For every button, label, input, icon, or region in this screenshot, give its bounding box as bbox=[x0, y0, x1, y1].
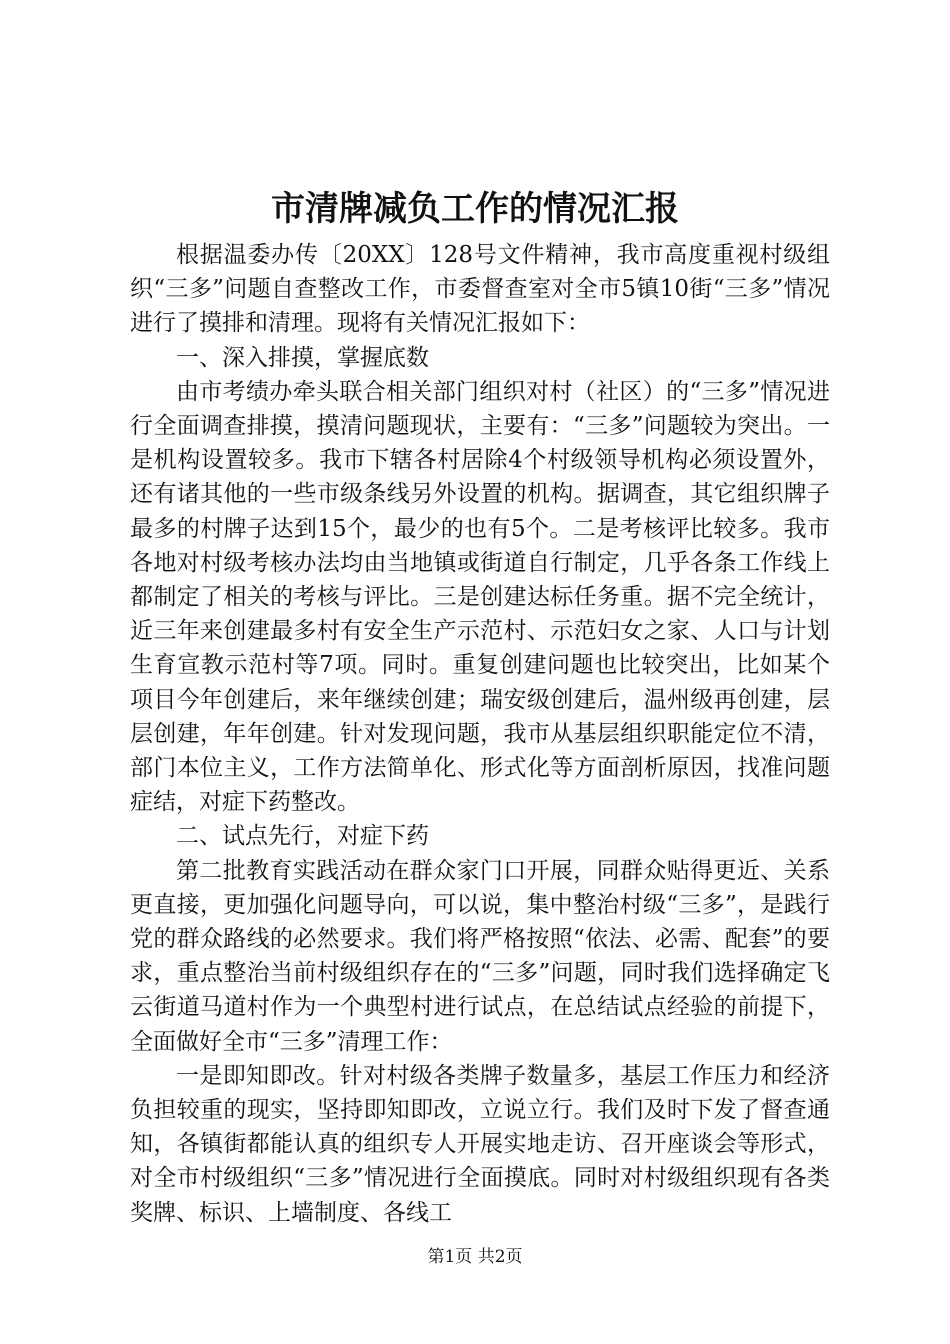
document-title: 市清牌减负工作的情况汇报 bbox=[271, 189, 679, 229]
section-heading-2: 二、试点先行，对症下药 bbox=[176, 823, 429, 850]
paragraph-section-2: 第二批教育实践活动在群众家门口开展，同群众贴得更近、关系更直接，更加强化问题导向，可以说，集中整治村级“三多”，是践行党的群众路线的必然要求。我们将严格按照“依法、必需、配套”的要求，重点整治当前村级组织存在的“三多”问题，同时我们选择确定飞云街道马道村作为一个典型村进行试点，在总结试点经验的前提下，全面做好全市“三多”清理工作： bbox=[130, 857, 830, 1055]
document-body bbox=[130, 238, 830, 1230]
paragraph-section-1: 由市考绩办牵头联合相关部门组织对村（社区）的“三多”情况进行全面调查排摸，摸清问题现状，主要有：“三多”问题较为突出。一是机构设置较多。我市下辖各村居除4个村级领导机构必须设置外，还有诸其他的一些市级条线另外设置的机构。据调查，其它组织牌子最多的村牌子达到15个，最少的也有5个。二是考核评比较多。我市各地对村级考核办法均由当地镇或街道自行制定，几乎各条工作线上都制定了相关的考核与评比。三是创建达标任务重。据不完全统计，近三年来创建最多村有安全生产示范村、示范妇女之家、人口与计划生育宣教示范村等7项。同时。重复创建问题也比较突出，比如某个项目今年创建后，来年继续创建；瑞安级创建后，温州级再创建，层层创建，年年创建。针对发现问题，我市从基层组织职能定位不清，部门本位主义，工作方法简单化、形式化等方面剖析原因，找准问题症结，对症下药整改。 bbox=[130, 378, 830, 816]
paragraph-item-1: 一是即知即改。针对村级各类牌子数量多，基层工作压力和经济负担较重的现实，坚持即知即改，立说立行。我们及时下发了督查通知，各镇街都能认真的组织专人开展实地走访、召开座谈会等形式，对全市村级组织“三多”情况进行全面摸底。同时对村级组织现有各类奖牌、标识、上墙制度、各线工 bbox=[130, 1062, 830, 1226]
page-number-footer: 第1页 共2页 bbox=[427, 1247, 523, 1267]
section-heading-1: 一、深入排摸，掌握底数 bbox=[176, 344, 429, 371]
paragraph-intro: 根据温委办传〔20XX〕128号文件精神，我市高度重视村级组织“三多”问题自查整改工作，市委督查室对全市5镇10街“三多”情况进行了摸排和清理。现将有关情况汇报如下： bbox=[130, 242, 830, 337]
